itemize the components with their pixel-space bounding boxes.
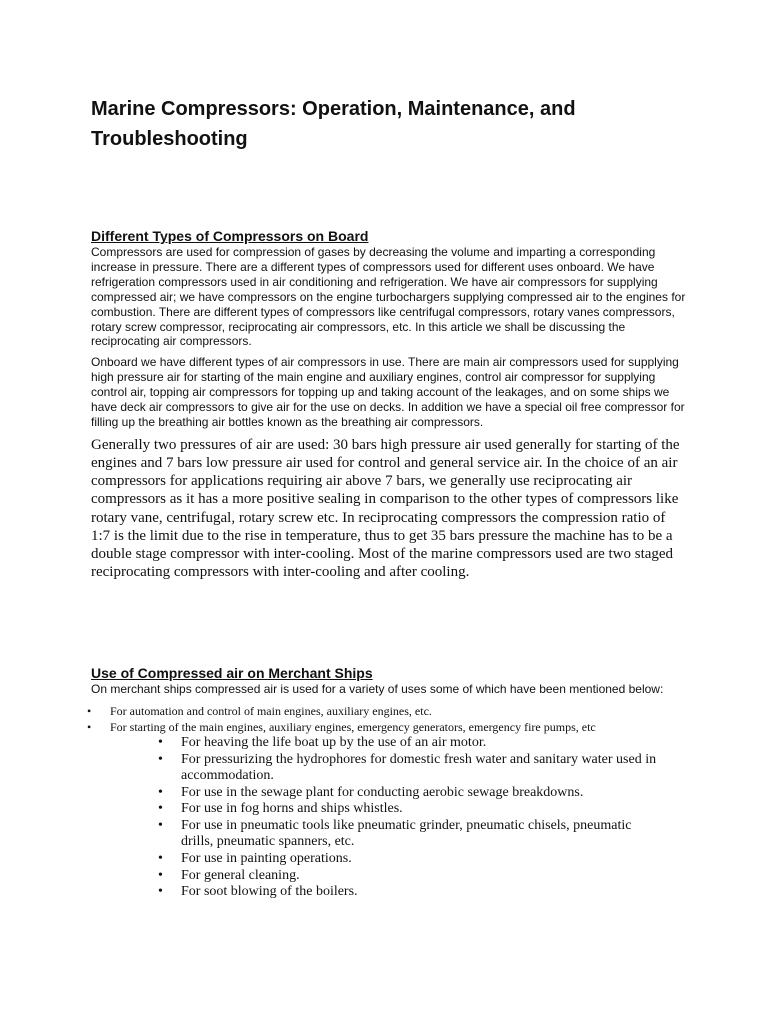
bullet-icon: • [87, 719, 92, 734]
list-item [87, 719, 686, 735]
list-item-text: For starting of the main engines, auxiliary engines, emergency generators, emergency fire pumps, etc [110, 719, 596, 734]
list-item-text: For use in the sewage plant for conducting aerobic sewage breakdowns. [181, 784, 584, 800]
page-title: Marine Compressors: Operation, Maintenance, and Troubleshooting [91, 98, 576, 150]
list-item [87, 703, 686, 719]
bullet-icon: • [87, 703, 92, 718]
uses-list-primary [87, 703, 686, 735]
bullet-icon: • [158, 851, 163, 867]
section-compressed-air-uses [87, 665, 686, 901]
list-item [91, 752, 661, 785]
paragraph-air-compressors-onboard: Onboard we have different types of air compressors in use. There are main air compressors used for supplying high pressure air for starting of the main engine and auxiliary engines, control air compressor for supplying control air, topping air compressors for topping up and taking account of the leakages, and on some ships we have deck air compressors to give air for the use on decks. In addition we have a special oil free compressor for filling up the breathing air bottles known as the breathing air compressors. [91, 355, 685, 429]
list-item-text: For pressurizing the hydrophores for domestic fresh water and sanitary water used in accommodation. [181, 751, 657, 784]
list-item-text: For use in pneumatic tools like pneumatic grinder, pneumatic chisels, pneumatic drills, pneumatic spanners, etc. [181, 817, 632, 850]
uses-list-secondary [91, 735, 686, 901]
bullet-icon: • [158, 817, 163, 833]
list-item [91, 785, 661, 802]
paragraph-uses-intro: On merchant ships compressed air is used for a variety of uses some of which have been mentioned below: [91, 682, 664, 696]
list-item [91, 735, 661, 752]
list-item-text: For soot blowing of the boilers. [181, 884, 358, 900]
bullet-icon: • [158, 867, 163, 883]
list-item [91, 801, 661, 818]
section-compressor-types [91, 228, 686, 582]
bullet-icon: • [158, 734, 163, 750]
bullet-icon: • [158, 751, 163, 767]
list-item-text: For use in painting operations. [181, 851, 352, 867]
list-item-text: For automation and control of main engines, auxiliary engines, etc. [110, 703, 432, 718]
list-item [91, 884, 661, 901]
paragraph-compressor-intro: Compressors are used for compression of gases by decreasing the volume and imparting a corresponding increase in pressure. There are a different types of compressors used for different uses onboard. We have refrigeration compressors used in air conditioning and refrigeration. We have air compressors for supplying compressed air; we have compressors on the engine turbochargers supplying compressed air to the engines for combustion. There are different types of compressors like centrifugal compressors, rotary vanes compressors, rotary screw compressor, reciprocating air compressors, etc. In this article we shall be discussing the reciprocating air compressors. [91, 245, 686, 349]
list-item-text: For heaving the life boat up by the use of an air motor. [181, 734, 487, 750]
bullet-icon: • [158, 801, 163, 817]
list-item [91, 818, 661, 851]
bullet-icon: • [158, 884, 163, 900]
paragraph-air-pressures: Generally two pressures of air are used: 30 bars high pressure air used generally for starting of the engines and 7 bars low pressure air used for control and general service air. In the choice of an air compressors for applications requiring air above 7 bars, we generally use reciprocating air compressors as it has a more positive sealing in comparison to the other types of compressors like rotary vane, centrifugal, rotary screw etc. In reciprocating compressors the compression ratio of 1:7 is the limit due to the rise in temperature, thus to get 35 bars pressure the machine has to be a double stage compressor with inter-cooling. Most of the marine compressors used are two staged reciprocating compressors with inter-cooling and after cooling. [91, 436, 680, 581]
section-heading-uses: Use of Compressed air on Merchant Ships [91, 665, 373, 681]
section-heading-types: Different Types of Compressors on Board [91, 228, 369, 244]
list-item-text: For use in fog horns and ships whistles. [181, 801, 403, 817]
bullet-icon: • [158, 784, 163, 800]
list-item [91, 868, 661, 885]
list-item [91, 851, 661, 868]
list-item-text: For general cleaning. [181, 867, 300, 883]
